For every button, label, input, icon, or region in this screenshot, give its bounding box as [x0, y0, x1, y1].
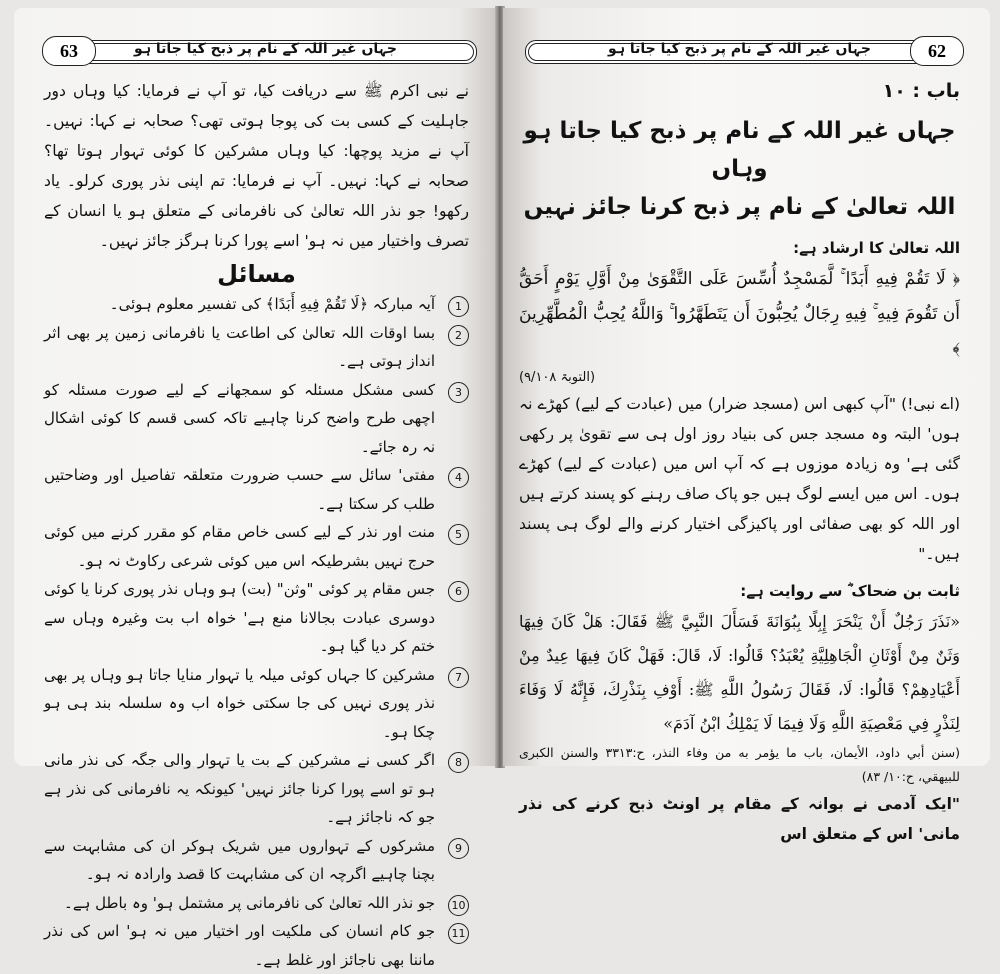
- chapter-title-line1: جہاں غیر اللہ کے نام پر ذبح کیا جاتا ہو وہاں: [523, 118, 956, 182]
- item-text: مفتی' سائل سے حسب ضرورت متعلقہ تفاصیل اور وضاحتیں طلب کر سکتا ہے۔: [44, 466, 435, 513]
- list-item: [44, 746, 469, 832]
- list-item: [44, 832, 469, 889]
- chapter-label: باب : ۱۰: [882, 80, 960, 102]
- quran-reference: (التوبۃ ۹/۱۰۸): [519, 370, 596, 385]
- hadith-source: (سنن أبي داود، الأيمان، باب ما يؤمر به من وفاء النذر، ح:٣٣١٣ والسنن الكبرى للبيهقي، ح:١٠/ ٨٣): [519, 745, 960, 784]
- item-number: 10: [448, 895, 469, 916]
- item-text: جو کام انسان کی ملکیت اور اختیار میں نہ ہو' اس کی نذر ماننا بھی ناجائز اور غلط ہے۔: [44, 922, 435, 969]
- item-number: 6: [448, 581, 469, 602]
- page-number: 62: [910, 36, 964, 66]
- item-number: 2: [448, 325, 469, 346]
- running-head: جہاں غیر اللہ کے نام پر ذبح کیا جاتا ہو: [608, 41, 871, 57]
- list-item: [44, 518, 469, 575]
- right-page-body: [519, 76, 960, 849]
- narrator-label: ثابت بن ضحاک ؓ سے روایت ہے:: [740, 582, 960, 600]
- item-number: 4: [448, 467, 469, 488]
- list-item: [44, 889, 469, 918]
- item-number: 1: [448, 296, 469, 317]
- left-page-header: [54, 36, 477, 66]
- left-page: [14, 8, 497, 969]
- right-page: [503, 8, 990, 843]
- quran-verse: ﴿ لَا تَقُمْ فِيهِ أَبَدًا ۚ لَّمَسْجِدٌ أُسِّسَ عَلَى التَّقْوَىٰ مِنْ أَوَّلِ يَوْمٍ أَحَقُّ أَن تَقُومَ فِيهِ ۚ فِيهِ رِجَالٌ يُحِبُّونَ أَن يَتَطَهَّرُوا ۚ وَاللَّهُ يُحِبُّ الْمُطَّهِّرِينَ ﴾: [519, 269, 960, 359]
- item-number: 5: [448, 524, 469, 545]
- item-number: 9: [448, 838, 469, 859]
- item-text: بسا اوقات اللہ تعالیٰ کی اطاعت یا نافرمانی زمین پر بھی اثر انداز ہوتی ہے۔: [44, 323, 435, 370]
- item-text: مشرکین کا جہاں کوئی میلہ یا تہوار منایا جاتا ہو وہاں پر بھی نذر پوری نہیں کی جا سکتی خواہ اب وہ سلسلہ بند ہی ہو چکا ہو۔: [44, 665, 435, 741]
- right-page-header: [525, 36, 954, 66]
- item-text: منت اور نذر کے لیے کسی خاص مقام کو مقرر کرنے میں کوئی حرج نہیں بشرطیکہ اس میں کوئی شرعی رکاوٹ نہ ہو۔: [44, 523, 435, 570]
- running-head: جہاں غیر اللہ کے نام پر ذبح کیا جاتا ہو: [134, 41, 397, 57]
- list-item: [44, 917, 469, 974]
- masail-heading: مسائل: [217, 260, 296, 288]
- list-item: [44, 319, 469, 376]
- item-number: 3: [448, 382, 469, 403]
- left-page-body: [44, 76, 469, 974]
- item-text: جو نذر اللہ تعالیٰ کی نافرمانی پر مشتمل ہو' وہ باطل ہے۔: [64, 893, 435, 912]
- list-item: [44, 461, 469, 518]
- translation-paragraph: (اے نبی!) "آپ کبھی اس (مسجد ضرار) میں (عبادت کے لیے) کھڑے نہ ہوں' البتہ وہ مسجد جس کی بنیاد روز اول ہی سے تقویٰ پر رکھی گئی ہے' وہ زیادہ موزوں ہے کہ آپ اس میں (عبادت کے لیے) کھڑے ہوں۔ اس میں ایسے لوگ ہیں جو پاک صاف رہنے کو پسند کرتے ہیں اور اللہ کو بھی صفائی اور پاکیزگی اختیار کرنے والے لوگ ہی پسند ہیں۔": [519, 395, 960, 563]
- closing-line: "ایک آدمی نے بوانہ کے مقام پر اونٹ ذبح کرنے کی نذر مانی' اس کے متعلق اس: [519, 795, 960, 843]
- masail-list: [44, 290, 469, 974]
- hadith-text: «نَذَرَ رَجُلٌ أَنْ يَنْحَرَ إِبِلًا بِبُوَانَةَ فَسَأَلَ النَّبِيَّ ﷺ فَقَالَ: هَلْ كَانَ فِيهَا وَثَنٌ مِنْ أَوْثَانِ الْجَاهِلِيَّةِ يُعْبَدُ؟ قَالُوا: لَا، قَالَ: فَهَلْ كَانَ فِيهَا عِيدٌ مِنْ أَعْيَادِهِمْ؟ قَالُوا: لَا، فَقَالَ رَسُولُ اللَّهِ ﷺ: أَوْفِ بِنَذْرِكَ، فَإِنَّهُ لَا وَفَاءَ لِنَذْرٍ فِي مَعْصِيَةِ اللَّهِ وَلَا فِيمَا لَا يَمْلِكُ ابْنُ آدَمَ»: [519, 612, 960, 733]
- item-text: کسی مشکل مسئلہ کو سمجھانے کے لیے صورت مسئلہ کو اچھی طرح واضح کرنا چاہیے تاکہ کسی قسم کا کوئی اشکال نہ رہ جائے۔: [44, 380, 435, 456]
- item-number: 11: [448, 923, 469, 944]
- list-item: [44, 290, 469, 319]
- chapter-title-line2: اللہ تعالیٰ کے نام پر ذبح کرنا جائز نہیں: [523, 194, 956, 220]
- item-number: 7: [448, 667, 469, 688]
- list-item: [44, 376, 469, 462]
- item-text: آیہ مبارکہ ﴿لَا تَقُمْ فِيهِ أَبَدًا﴾ کی تفسیر معلوم ہوئی۔: [109, 295, 435, 313]
- list-item: [44, 575, 469, 661]
- list-item: [44, 661, 469, 747]
- item-text: جس مقام پر کوئی "وثن" (بت) ہو وہاں نذر پوری کرنا یا کوئی دوسری عبادت بجالانا منع ہے' خواہ اب بت وغیرہ وہاں سے ختم کر دیا گیا ہو۔: [44, 580, 435, 655]
- irshad-label: اللہ تعالیٰ کا ارشاد ہے:: [793, 239, 960, 257]
- item-text: اگر کسی نے مشرکین کے بت یا تہوار والی جگہ کی نذر مانی ہو تو اسے پورا کرنا جائز نہیں' کیونکہ یہ نافرمانی کی نذر ہے جو کہ ناجائز ہے۔: [44, 751, 435, 826]
- intro-paragraph: نے نبی اکرم ﷺ سے دریافت کیا، تو آپ نے فرمایا: کیا وہاں دور جاہلیت کے کسی بت کی پوجا ہوتی تھی؟ صحابہ نے کہا: نہیں۔ آپ نے مزید پوچھا: کیا وہاں مشرکین کا کوئی تہوار ہوتا تھا؟ صحابہ نے کہا: نہیں۔ آپ نے فرمایا: تم اپنی نذر پوری کرلو۔ یاد رکھو! جو نذر اللہ تعالیٰ کی نافرمانی کے متعلق ہو یا انسان کے تصرف واختیار میں نہ ہو' اسے پورا کرنا ہرگز جائز نہیں۔: [44, 82, 469, 250]
- item-number: 8: [448, 752, 469, 773]
- item-text: مشرکوں کے تہواروں میں شریک ہوکر ان کی مشابہت سے بچنا چاہیے اگرچہ ان کی مشابہت کا قصد وارادہ نہ ہو۔: [44, 836, 435, 883]
- page-number: 63: [42, 36, 96, 66]
